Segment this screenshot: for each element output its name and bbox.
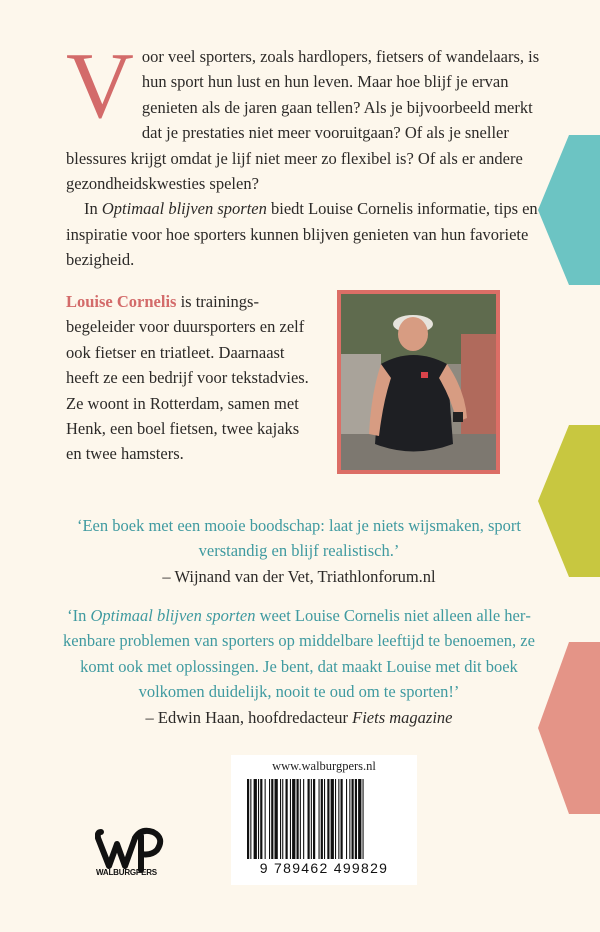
author-bio	[66, 289, 316, 467]
barcode-bar	[355, 779, 357, 859]
barcode-bar	[331, 779, 334, 859]
barcode-bar	[338, 779, 339, 859]
barcode-bar	[341, 779, 343, 859]
barcode-bar	[349, 779, 350, 859]
barcode-bar	[247, 779, 249, 859]
publisher-logo-text: WALBURGPERS	[96, 868, 157, 877]
author-photo-image	[341, 294, 496, 470]
barcode-bar	[303, 779, 304, 859]
quote-2-source-lead: – Edwin Haan, hoofdredacteur	[145, 707, 353, 727]
intro-p2-rest: biedt Louise Cornelis informatie, tips en inspiratie voor hoe sporters kunnen blijven genieten van hun favoriete bezigheid.	[66, 199, 538, 270]
barcode-bar	[250, 779, 251, 859]
author-bio-text: is trainingsbegeleider voor duursporters en zelf ook fietser en triatleet. Daarnaast heeft ze een bedrijf voor tekstadvies. Ze woont in Rotterdam, samen met Henk, een boel fietsen, twee kajaks en twee hamsters.	[66, 292, 309, 464]
barcode-bar	[300, 779, 301, 859]
barcode-bar	[271, 779, 273, 859]
barcode-bar	[269, 779, 270, 859]
lime-hexagon-decoration	[538, 425, 600, 577]
review-quote-2-source	[56, 705, 542, 730]
barcode-bar	[327, 779, 329, 859]
teal-hexagon-decoration	[538, 135, 600, 285]
barcode-bar	[254, 779, 257, 859]
barcode-bar	[292, 779, 295, 859]
barcode-bar	[324, 779, 325, 859]
barcode-bar	[335, 779, 336, 859]
review-quote-1-source: – Wijnand van der Vet, Triathlonforum.nl	[162, 566, 436, 586]
isbn-number: 9 789462 499829	[259, 860, 389, 876]
quote-2-rest: weet Louise Cornelis niet alleen alle herkenbare problemen van sporters op middelbare leeftijd te benoemen, ze komt ook met oplossingen. Je bent, dat maakt Louise met dit boek volkomen duidelijk, nooit te oud om te sporten!’	[63, 606, 535, 702]
barcode-bar	[282, 779, 283, 859]
drop-cap: V	[66, 34, 134, 138]
barcode-bar	[363, 779, 364, 859]
barcode-bar	[321, 779, 323, 859]
salmon-hexagon-decoration	[538, 642, 600, 814]
barcode-bar	[358, 779, 361, 859]
barcode-bar	[319, 779, 320, 859]
barcode-bar	[346, 779, 347, 859]
barcode-bar	[290, 779, 291, 859]
barcode-bar	[280, 779, 281, 859]
review-quote-2-text	[56, 603, 542, 705]
intro-p2-lead: In	[84, 199, 102, 219]
barcode-bar	[311, 779, 312, 859]
barcode-bars	[247, 779, 401, 859]
quote-2-lead: ‘In	[67, 606, 91, 625]
barcode-bar	[265, 779, 266, 859]
intro-paragraph-1: oor veel sporters, zoals hardlopers, fietsers of wandelaars, is hun sport hun lust en hun leven. Maar hoe blijf je ervan genieten als de jaren gaan tellen? Als je bijvoorbeeld merkt dat je prestaties niet meer vooruitgaan? Of als je sneller blessures krijgt omdat je lijf niet meer zo flexibel is? Of als er andere gezondheidskwesties spelen?	[66, 47, 540, 194]
review-quote-1-text: ‘Een boek met een mooie boodschap: laat je niets wijsmaken, sport verstandig en blijf realistisch.’	[76, 516, 521, 561]
barcode-bar	[260, 779, 262, 859]
barcode-bar	[313, 779, 315, 859]
intro-paragraph-2	[66, 196, 542, 272]
author-name: Louise Cornelis	[66, 292, 177, 311]
quote-2-book-title: Optimaal blijven sporten	[90, 606, 256, 625]
barcode-bar	[297, 779, 299, 859]
barcode-panel	[231, 755, 417, 885]
review-quote-2	[56, 603, 542, 730]
intro-text	[66, 34, 542, 273]
author-photo	[337, 290, 500, 474]
barcode-bar	[258, 779, 259, 859]
book-title-inline: Optimaal blijven sporten	[101, 199, 267, 219]
barcode-bar	[275, 779, 278, 859]
barcode-bar	[352, 779, 354, 859]
publisher-url: www.walburgpers.nl	[272, 759, 376, 773]
magazine-title: Fiets magazine	[352, 707, 453, 727]
review-quote-1	[56, 513, 542, 589]
barcode-bar	[286, 779, 288, 859]
barcode-bar	[308, 779, 310, 859]
